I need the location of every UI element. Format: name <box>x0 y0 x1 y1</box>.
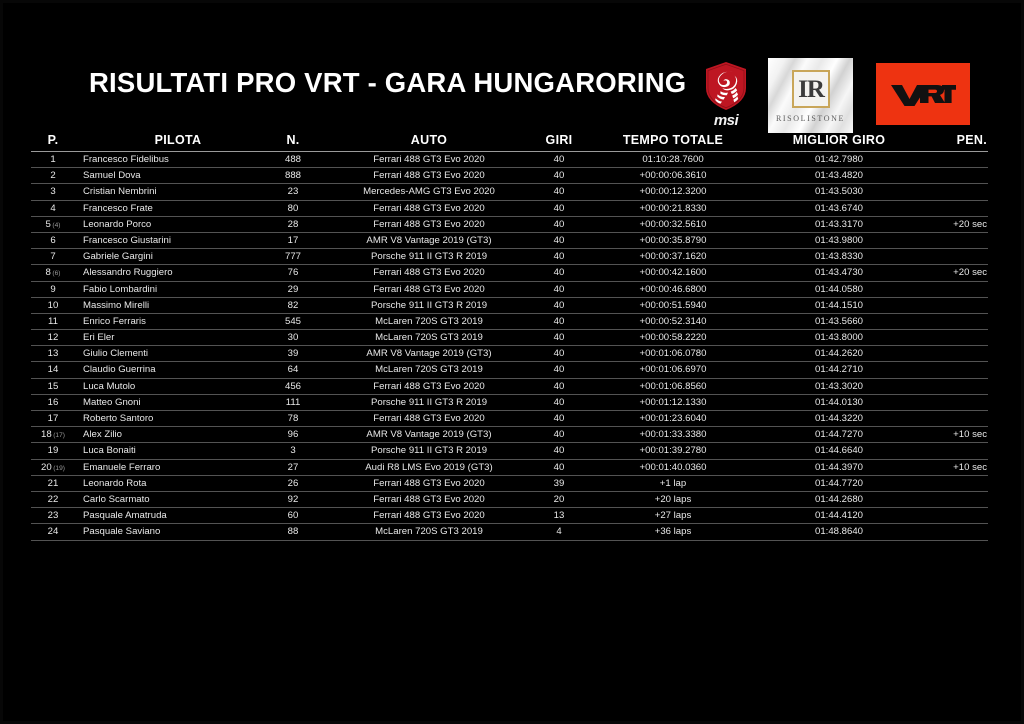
cell-car: Porsche 911 II GT3 R 2019 <box>370 396 488 408</box>
cell-laps: 4 <box>556 526 562 538</box>
cell-laps: 40 <box>553 396 565 408</box>
cell-pilot: Francesco Frate <box>83 202 153 214</box>
cell-position: 11 <box>48 315 58 327</box>
cell-laps: 40 <box>553 380 565 392</box>
table-row <box>31 265 988 281</box>
page-header <box>3 25 1024 129</box>
cell-total-time: +00:01:39.2780 <box>639 445 707 457</box>
table-row <box>31 233 988 249</box>
cell-total-time: +00:01:12.1330 <box>639 396 707 408</box>
cell-laps: 40 <box>553 348 565 360</box>
table-row <box>31 201 988 217</box>
cell-laps: 40 <box>553 413 565 424</box>
cell-total-time: +00:00:21.8330 <box>639 202 707 214</box>
cell-position: 19 <box>47 445 59 457</box>
cell-best-lap: 01:43.3020 <box>814 380 863 392</box>
cell-total-time: +1 lap <box>659 477 687 489</box>
risolistone-monogram-frame <box>792 70 830 108</box>
cell-total-time: +00:01:40.0360 <box>639 461 707 473</box>
cell-best-lap: 01:44.3220 <box>814 413 863 424</box>
cell-position: 7 <box>50 251 56 263</box>
cell-laps: 39 <box>553 477 565 489</box>
cell-car: Ferrari 488 GT3 Evo 2020 <box>373 154 485 165</box>
cell-number: 64 <box>287 364 299 376</box>
cell-position: 24 <box>47 526 59 538</box>
column-header-car: AUTO <box>410 133 448 147</box>
cell-pilot: Gabriele Gargini <box>83 251 153 263</box>
column-header-laps: GIRI <box>545 133 573 147</box>
cell-pilot: Pasquale Amatruda <box>83 510 167 522</box>
cell-number: 78 <box>287 413 299 424</box>
cell-best-lap: 01:44.7270 <box>814 429 863 441</box>
cell-laps: 20 <box>553 493 565 505</box>
table-row <box>31 524 988 540</box>
cell-best-lap: 01:44.7720 <box>814 477 863 489</box>
cell-total-time: +00:01:06.0780 <box>639 348 707 360</box>
cell-position: 22 <box>47 493 59 505</box>
cell-position: 21 <box>47 477 59 489</box>
table-row <box>31 411 988 427</box>
vrt-logo <box>876 63 970 125</box>
cell-position: 16 <box>47 396 59 408</box>
cell-best-lap: 01:48.8640 <box>814 526 863 538</box>
cell-laps: 40 <box>553 267 565 279</box>
cell-laps: 40 <box>553 299 565 311</box>
table-row <box>31 184 988 200</box>
cell-position: 20 (19) <box>41 461 65 473</box>
cell-pilot: Claudio Guerrina <box>83 364 156 376</box>
table-row <box>31 217 988 233</box>
cell-number: 96 <box>287 429 299 441</box>
cell-best-lap: 01:44.6640 <box>814 445 863 457</box>
cell-position: 8 (6) <box>45 267 61 279</box>
cell-penalty: +10 sec <box>953 461 987 473</box>
cell-laps: 40 <box>553 364 565 376</box>
table-row <box>31 443 988 459</box>
cell-total-time: 01:10:28.7600 <box>642 154 704 165</box>
cell-laps: 40 <box>553 461 565 473</box>
cell-total-time: +00:00:51.5940 <box>639 299 707 311</box>
cell-position: 18 (17) <box>41 429 65 441</box>
cell-best-lap: 01:43.4730 <box>814 267 863 279</box>
msi-logo <box>691 58 761 133</box>
cell-car: Ferrari 488 GT3 Evo 2020 <box>373 283 485 295</box>
cell-laps: 40 <box>553 445 565 457</box>
cell-number: 888 <box>284 170 301 182</box>
msi-wordmark: msi <box>713 112 739 129</box>
table-row <box>31 314 988 330</box>
cell-penalty: +20 sec <box>953 267 987 279</box>
table-row <box>31 395 988 411</box>
cell-pilot: Alex Zilio <box>83 429 122 441</box>
cell-car: Ferrari 488 GT3 Evo 2020 <box>373 493 485 505</box>
table-row <box>31 427 988 443</box>
cell-laps: 40 <box>553 315 565 327</box>
cell-car: McLaren 720S GT3 2019 <box>375 332 483 344</box>
cell-laps: 13 <box>553 510 565 522</box>
cell-total-time: +36 laps <box>654 526 692 538</box>
msi-shield-icon <box>704 61 748 111</box>
cell-laps: 40 <box>553 170 565 182</box>
table-row <box>31 330 988 346</box>
table-body <box>31 152 988 541</box>
cell-laps: 40 <box>553 234 565 246</box>
vrt-wordmark-icon <box>890 82 956 106</box>
table-row <box>31 476 988 492</box>
cell-car: Ferrari 488 GT3 Evo 2020 <box>373 477 485 489</box>
cell-car: Ferrari 488 GT3 Evo 2020 <box>373 267 485 279</box>
cell-best-lap: 01:43.5660 <box>814 315 863 327</box>
cell-position: 5 (4) <box>45 218 61 230</box>
cell-number: 777 <box>284 251 301 263</box>
cell-position: 12 <box>47 332 59 344</box>
cell-pilot: Pasquale Saviano <box>83 526 161 538</box>
page-title: RISULTATI PRO VRT - GARA HUNGARORING <box>89 67 687 98</box>
table-row <box>31 508 988 524</box>
cell-position: 14 <box>47 364 59 376</box>
cell-best-lap: 01:43.3170 <box>814 218 863 230</box>
table-row <box>31 282 988 298</box>
cell-car: Audi R8 LMS Evo 2019 (GT3) <box>365 461 493 473</box>
cell-total-time: +00:00:52.3140 <box>639 315 707 327</box>
cell-position-original: (17) <box>53 432 65 440</box>
cell-total-time: +00:00:32.5610 <box>639 218 707 230</box>
cell-best-lap: 01:42.7980 <box>814 154 863 165</box>
table-row <box>31 346 988 362</box>
cell-car: AMR V8 Vantage 2019 (GT3) <box>366 348 492 360</box>
cell-best-lap: 01:44.2710 <box>814 364 863 376</box>
cell-pilot: Alessandro Ruggiero <box>83 267 173 279</box>
risolistone-logo <box>768 58 853 133</box>
cell-number: 60 <box>287 510 299 522</box>
cell-pilot: Leonardo Rota <box>83 477 147 489</box>
cell-position: 4 <box>50 202 56 214</box>
cell-best-lap: 01:44.2620 <box>814 348 863 360</box>
cell-best-lap: 01:43.5030 <box>814 186 863 198</box>
cell-best-lap: 01:43.9800 <box>814 234 863 246</box>
cell-position: 2 <box>50 170 56 182</box>
column-header-totaltime: TEMPO TOTALE <box>622 133 724 147</box>
cell-best-lap: 01:44.3970 <box>814 461 863 473</box>
cell-pilot: Emanuele Ferraro <box>83 461 161 473</box>
cell-number: 488 <box>284 154 301 165</box>
cell-best-lap: 01:43.8330 <box>814 251 863 263</box>
cell-total-time: +20 laps <box>654 493 692 505</box>
cell-car: Ferrari 488 GT3 Evo 2020 <box>373 380 485 392</box>
cell-total-time: +00:00:42.1600 <box>639 267 707 279</box>
cell-laps: 40 <box>553 218 565 230</box>
cell-pilot: Matteo Gnoni <box>83 396 141 408</box>
cell-total-time: +00:00:37.1620 <box>639 251 707 263</box>
cell-car: AMR V8 Vantage 2019 (GT3) <box>366 429 492 441</box>
cell-total-time: +00:01:06.6970 <box>639 364 707 376</box>
cell-total-time: +00:01:23.6040 <box>639 413 707 424</box>
cell-laps: 40 <box>553 283 565 295</box>
cell-total-time: +27 laps <box>654 510 692 522</box>
cell-pilot: Giulio Clementi <box>83 348 149 360</box>
cell-number: 92 <box>287 493 299 505</box>
cell-car: Ferrari 488 GT3 Evo 2020 <box>373 218 485 230</box>
column-header-number: N. <box>286 133 300 147</box>
cell-number: 88 <box>287 526 299 538</box>
cell-best-lap: 01:44.1510 <box>814 299 863 311</box>
cell-total-time: +00:01:06.8560 <box>639 380 707 392</box>
risolistone-monogram: IR <box>798 75 824 103</box>
cell-penalty: +10 sec <box>953 429 987 441</box>
cell-total-time: +00:00:35.8790 <box>639 234 707 246</box>
cell-pilot: Luca Bonaiti <box>83 445 136 457</box>
cell-pilot: Massimo Mirelli <box>83 299 150 311</box>
cell-position: 23 <box>47 510 59 522</box>
sponsor-logos <box>686 55 976 135</box>
column-header-penalty: PEN. <box>956 133 987 147</box>
cell-pilot: Leonardo Porco <box>83 218 152 230</box>
cell-number: 111 <box>285 396 301 408</box>
cell-car: Ferrari 488 GT3 Evo 2020 <box>373 510 485 522</box>
cell-car: McLaren 720S GT3 2019 <box>375 526 483 538</box>
results-table <box>31 131 988 541</box>
cell-total-time: +00:00:12.3200 <box>639 186 707 198</box>
cell-number: 23 <box>287 186 299 198</box>
cell-total-time: +00:01:33.3380 <box>639 429 707 441</box>
cell-pilot: Francesco Fidelibus <box>83 154 169 165</box>
cell-number: 82 <box>287 299 299 311</box>
cell-number: 30 <box>287 332 299 344</box>
cell-car: Porsche 911 II GT3 R 2019 <box>370 299 488 311</box>
column-header-position: P. <box>47 133 59 147</box>
cell-best-lap: 01:43.8000 <box>814 332 863 344</box>
cell-number: 26 <box>287 477 299 489</box>
cell-car: Ferrari 488 GT3 Evo 2020 <box>373 413 485 424</box>
cell-laps: 40 <box>553 429 565 441</box>
cell-pilot: Roberto Santoro <box>83 413 154 424</box>
cell-pilot: Luca Mutolo <box>83 380 136 392</box>
cell-position: 17 <box>47 413 59 424</box>
cell-laps: 40 <box>553 251 565 263</box>
cell-laps: 40 <box>553 154 565 165</box>
cell-position: 3 <box>50 186 56 198</box>
cell-position-original: (19) <box>53 464 65 472</box>
cell-number: 456 <box>284 380 301 392</box>
table-row <box>31 249 988 265</box>
table-header-row <box>31 131 988 152</box>
cell-number: 545 <box>284 315 301 327</box>
cell-total-time: +00:00:58.2220 <box>639 332 707 344</box>
cell-car: Mercedes-AMG GT3 Evo 2020 <box>363 186 495 198</box>
cell-car: McLaren 720S GT3 2019 <box>375 315 483 327</box>
cell-number: 29 <box>287 283 299 295</box>
cell-position: 1 <box>50 154 56 165</box>
cell-position: 13 <box>47 348 59 360</box>
cell-laps: 40 <box>553 186 565 198</box>
table-row <box>31 298 988 314</box>
cell-best-lap: 01:44.2680 <box>814 493 863 505</box>
cell-best-lap: 01:44.4120 <box>814 510 863 522</box>
cell-position: 6 <box>50 234 56 246</box>
cell-pilot: Samuel Dova <box>83 170 141 182</box>
cell-pilot: Fabio Lombardini <box>83 283 158 295</box>
table-row <box>31 362 988 378</box>
cell-position: 10 <box>47 299 59 311</box>
cell-laps: 40 <box>553 332 565 344</box>
cell-pilot: Enrico Ferraris <box>83 315 146 327</box>
cell-number: 3 <box>290 445 296 457</box>
cell-number: 80 <box>287 202 299 214</box>
cell-number: 17 <box>287 234 299 246</box>
cell-pilot: Cristian Nembrini <box>83 186 157 198</box>
cell-penalty: +20 sec <box>953 218 987 230</box>
table-row <box>31 379 988 395</box>
cell-pilot: Francesco Giustarini <box>83 234 171 246</box>
cell-car: Porsche 911 II GT3 R 2019 <box>370 251 488 263</box>
cell-car: McLaren 720S GT3 2019 <box>375 364 483 376</box>
cell-pilot: Eri Eler <box>83 332 115 344</box>
cell-total-time: +00:00:06.3610 <box>639 170 707 182</box>
cell-position: 9 <box>50 283 56 295</box>
cell-number: 27 <box>287 461 299 473</box>
table-row <box>31 152 988 168</box>
cell-total-time: +00:00:46.6800 <box>639 283 707 295</box>
cell-pilot: Carlo Scarmato <box>83 493 150 505</box>
cell-best-lap: 01:44.0130 <box>814 396 863 408</box>
cell-best-lap: 01:43.6740 <box>814 202 863 214</box>
cell-car: Ferrari 488 GT3 Evo 2020 <box>373 202 485 214</box>
cell-car: AMR V8 Vantage 2019 (GT3) <box>366 234 492 246</box>
cell-number: 28 <box>287 218 299 230</box>
cell-laps: 40 <box>553 202 565 214</box>
cell-position-original: (6) <box>52 270 61 278</box>
table-row <box>31 492 988 508</box>
cell-best-lap: 01:44.0580 <box>814 283 863 295</box>
cell-position-original: (4) <box>52 221 61 229</box>
cell-number: 39 <box>287 348 299 360</box>
cell-car: Ferrari 488 GT3 Evo 2020 <box>373 170 485 182</box>
table-row <box>31 168 988 184</box>
cell-car: Porsche 911 II GT3 R 2019 <box>370 445 488 457</box>
column-header-bestlap: MIGLIOR GIRO <box>792 133 886 147</box>
table-row <box>31 460 988 476</box>
cell-number: 76 <box>287 267 299 279</box>
column-header-pilot: PILOTA <box>154 133 202 147</box>
cell-position: 15 <box>47 380 59 392</box>
risolistone-wordmark: RISOLISTONE <box>775 114 845 123</box>
cell-best-lap: 01:43.4820 <box>814 170 863 182</box>
